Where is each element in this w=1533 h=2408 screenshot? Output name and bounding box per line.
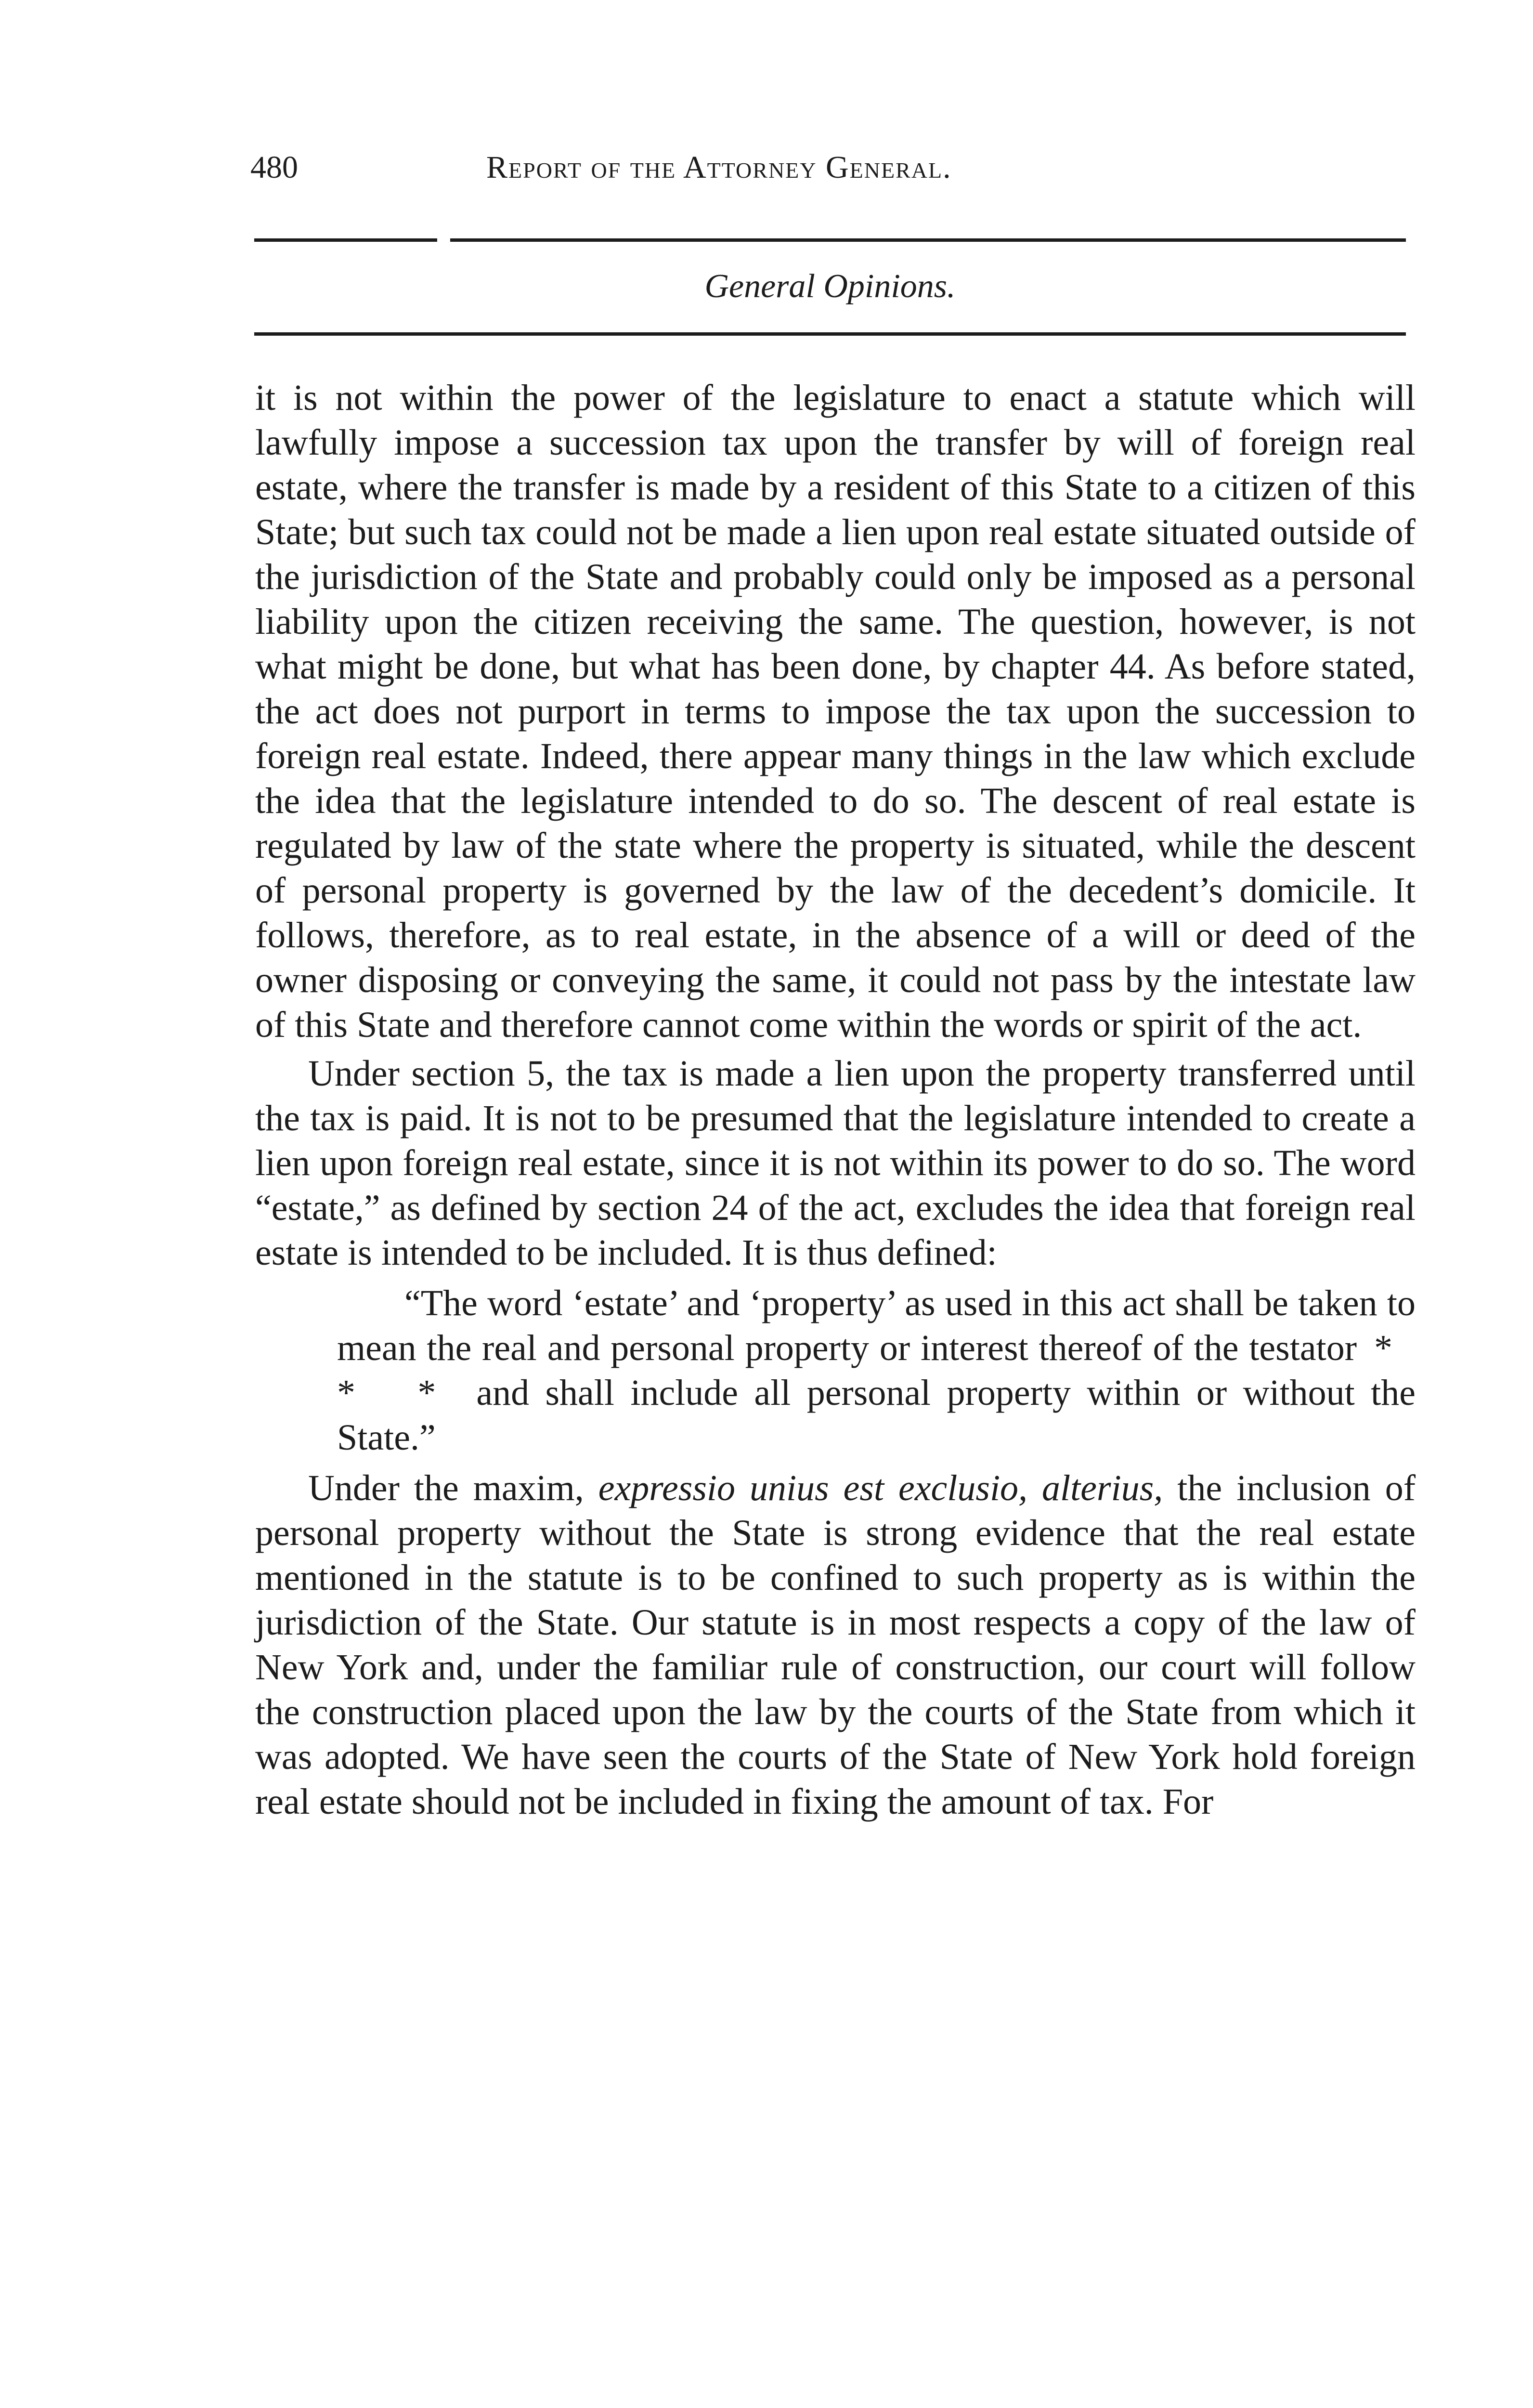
block-quote: [337, 1281, 1416, 1460]
page-number: 480: [250, 150, 298, 185]
section-rule: [254, 332, 1406, 336]
paragraph-3-rest: the inclusion of personal property without the State is strong evidence that the real estate mentioned in the statute is to be confined to such property as is within the jurisdiction of the State. Our statute is in most respects a copy of the law of New York and, under the familiar rule of construction, our court will follow the construction placed upon the law by the courts of the State from which it was adopted. We have seen the courts of the State of New York hold foreign real estate should not be included in fixing the amount of tax. For: [255, 1468, 1416, 1822]
paragraph-3-lead: Under the maxim,: [308, 1468, 584, 1508]
section-title: General Opinions.: [704, 268, 956, 305]
paragraph-3: [255, 1466, 1416, 1824]
quote-part-2: and shall include all personal property within or without the State.”: [337, 1373, 1416, 1458]
page-header: [250, 149, 1406, 202]
quote-part-1: “The word ‘estate’ and ‘property’ as used in this act shall be taken to mean the real and personal property or interest thereof of the testator: [337, 1283, 1416, 1368]
latin-maxim: expressio unius est exclusio, alterius,: [598, 1468, 1163, 1508]
running-head: Report of the Attorney General.: [486, 150, 952, 185]
header-rule-right: [450, 238, 1406, 242]
paragraph-1: it is not within the power of the legislature to enact a statute which will lawfully impose a succession tax upon the transfer by will of foreign real estate, where the transfer is made by a resident of this State to a citizen of this State; but such tax could not be made a lien upon real estate situated outside of the jurisdiction of the State and probably could only be imposed as a personal liability upon the citizen receiving the same. The question, however, is not what might be done, but what has been done, by chapter 44. As before stated, the act does not purport in terms to impose the tax upon the succession to foreign real estate. Indeed, there appear many things in the law which exclude the idea that the legislature intended to do so. The descent of real estate is regulated by law of the state where the property is situated, while the descent of personal property is governed by the law of the decedent’s domicile. It follows, therefore, as to real estate, in the absence of a will or deed of the owner disposing or conveying the same, it could not pass by the intestate law of this State and therefore cannot come within the words or spirit of the act.: [255, 378, 1416, 1045]
quote-ellipsis-stars: * * *: [337, 1328, 1416, 1413]
body-text: [255, 376, 1416, 1824]
header-rule-left: [254, 238, 437, 242]
paragraph-2: Under section 5, the tax is made a lien upon the property transferred until the tax is paid. It is not to be presumed that the legislature intended to create a lien upon foreign real estate, since it is not within its power to do so. The word “estate,” as defined by section 24 of the act, excludes the idea that foreign real estate is intended to be included. It is thus defined:: [255, 1053, 1416, 1273]
